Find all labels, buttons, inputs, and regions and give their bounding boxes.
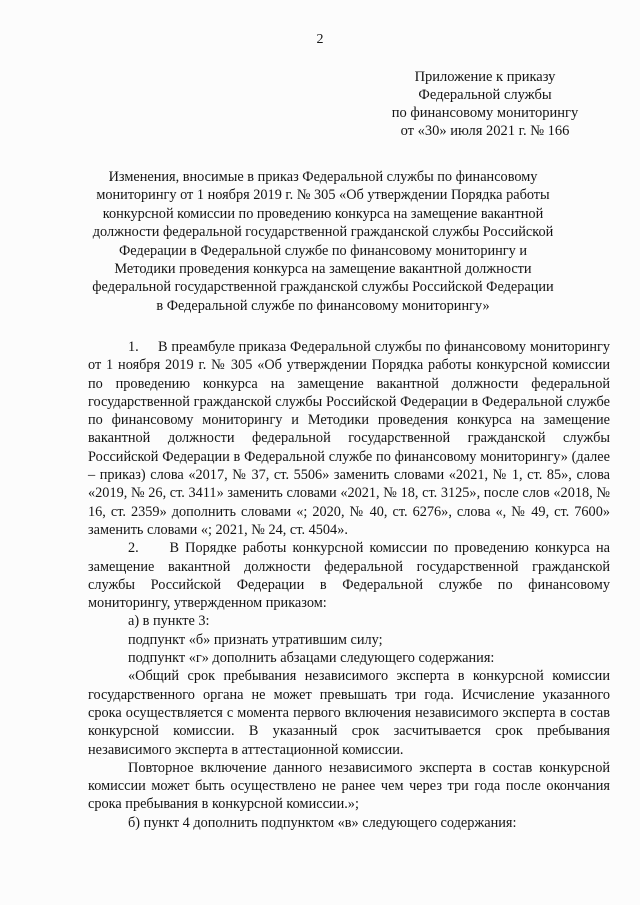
appendix-line-4: от «30» июля 2021 г. № 166	[400, 123, 570, 139]
quote-paragraph-2: Повторное включение данного независимого эксперта в состав конкурсной комиссии может быть осуществлено не ранее чем через три года после окончания срока пребывания в конкурсной комиссии.»;	[88, 759, 610, 813]
appendix-line-1: Приложение к приказу	[414, 69, 556, 85]
item-a: а) в пункте 3:	[128, 613, 210, 630]
paragraph-1: 1. В преамбуле приказа Федеральной службы по финансовому мониторингу от 1 ноября 2019 г. № 305 «Об утверждении Порядка работы конкурсной комиссии по проведению конкурса на замещение вакантной должности федеральной государственной гражданской службы Российской Федерации в Федеральной службе по финансовому мониторингу и Методики проведения конкурса на замещение вакантной должности федеральной государственной гражданской службы Российской Федерации в Федеральной службе по финансовому мониторингу» (далее – приказ) слова «2017, № 37, ст. 5506» заменить словами «2021, № 1, ст. 85», слова «2019, № 26, ст. 3411» заменить словами «2021, № 18, ст. 3125», после слов «2018, № 16, ст. 2359» дополнить словами «; 2020, № 40, ст. 6276», слова «, № 49, ст. 7600» заменить словами «; 2021, № 24, ст. 4504».	[88, 339, 610, 538]
page-number: 2	[316, 32, 324, 47]
subitem-g: подпункт «г» дополнить абзацами следующего содержания:	[128, 650, 495, 667]
subitem-b: подпункт «б» признать утратившим силу;	[128, 631, 383, 648]
document-title: Изменения, вносимые в приказ Федеральной службы по финансовому мониторингу от 1 ноября 2019 г. № 305 «Об утверждении Порядка работы конкурсной комиссии по проведению конкурса на замещение вакантной должности федеральной государственной гражданской службы Российской Федерации в Федеральной службе по финансовому мониторингу и Методики проведения конкурса на замещение вакантной должности федеральной государственной гражданской службы Российской Федерации в Федеральной службе по финансовому мониторингу»	[92, 169, 554, 314]
document-body	[88, 338, 610, 832]
paragraph-2: 2. В Порядке работы конкурсной комиссии по проведению конкурса на замещение вакантной должности федеральной государственной гражданской службы Российской Федерации в Федеральной службе по финансовому мониторингу, утвержденном приказом:	[88, 540, 610, 612]
appendix-header	[360, 68, 610, 140]
item-b: б) пункт 4 дополнить подпунктом «в» следующего содержания:	[128, 814, 517, 831]
appendix-line-3: по финансовому мониторингу	[391, 105, 579, 121]
quote-paragraph-1: «Общий срок пребывания независимого эксперта в конкурсной комиссии государственного органа не может превышать три года. Исчисление указанного срока осуществляется с момента первого включения независимого эксперта в состав конкурсной комиссии. В указанный срок засчитывается срок пребывания независимого эксперта в аттестационной комиссии.	[88, 668, 610, 758]
appendix-line-2: Федеральной службы	[418, 87, 552, 103]
